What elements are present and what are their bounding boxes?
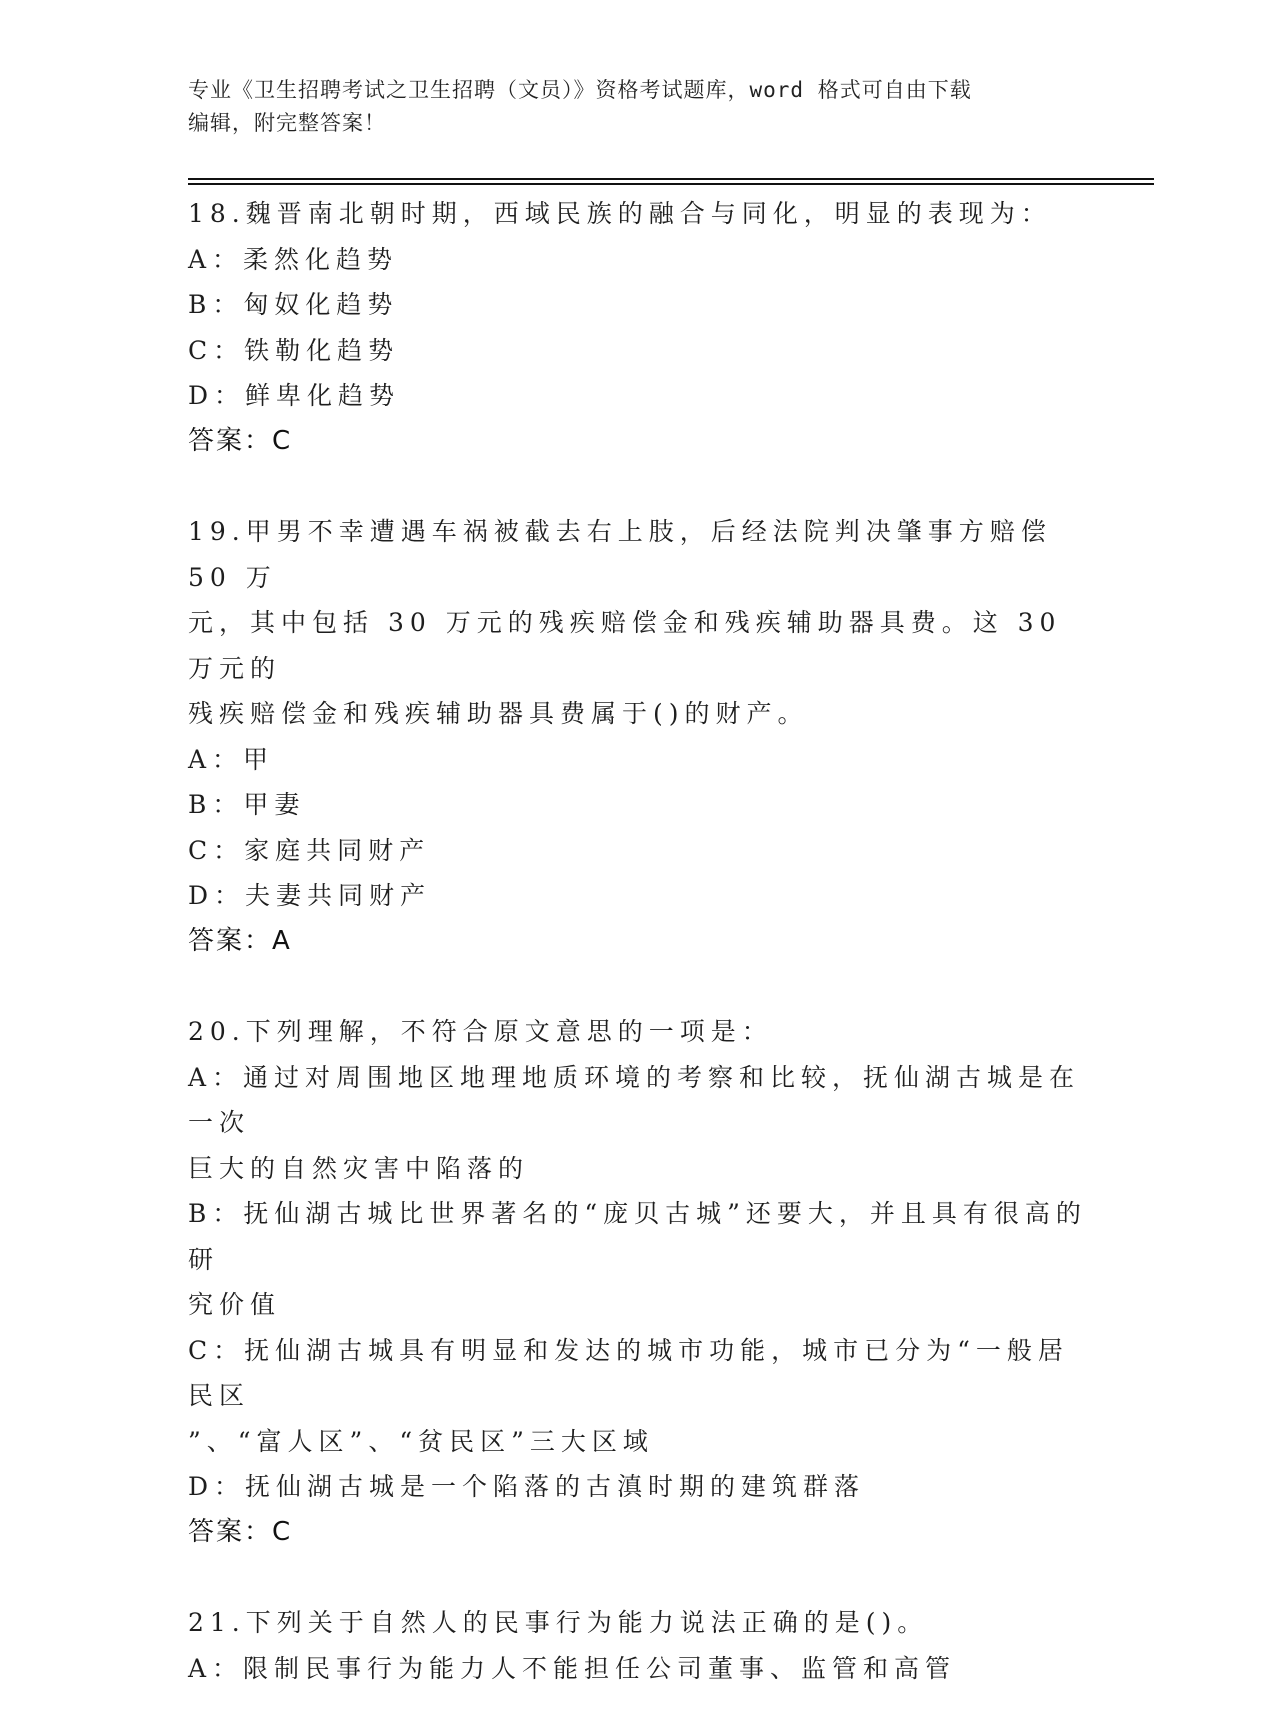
- answer-option: [188, 828, 1088, 874]
- question-stem-line: 元，其中包括 30 万元的残疾赔偿金和残疾辅助器具费。这 30 万元的: [188, 608, 1076, 683]
- answer-option: [188, 737, 1088, 783]
- question-stem-line: 21.下列关于自然人的民事行为能力说法正确的是()。: [188, 1608, 929, 1637]
- answer-option-line: B：抚仙湖古城比世界著名的“庞贝古城”还要大，并且具有很高的研: [188, 1199, 1087, 1274]
- question-stem-line: 残疾赔偿金和残疾辅助器具费属于()的财产。: [188, 699, 809, 728]
- question-stem-line: 20.下列理解，不符合原文意思的一项是：: [188, 1017, 773, 1046]
- answer-option: [188, 1328, 1088, 1465]
- answer-option-line: A：通过对周围地区地理地质环境的考察和比较，抚仙湖古城是在一次: [188, 1062, 1081, 1137]
- answer-option-line: B：甲妻: [188, 790, 306, 819]
- header-divider-bottom: [188, 183, 1154, 185]
- answer-option: [188, 282, 1088, 328]
- question-stem-line: 18.魏晋南北朝时期，西域民族的融合与同化，明显的表现为：: [188, 199, 1052, 228]
- question-block: [188, 191, 1088, 464]
- question-block: [188, 509, 1088, 964]
- question-stem: [188, 1009, 1088, 1055]
- answer-key: 答案：A: [188, 925, 292, 956]
- answer-option-line: C：家庭共同财产: [188, 835, 431, 865]
- answer-option: [188, 1464, 1088, 1510]
- answer-option: [188, 1646, 1088, 1692]
- answer-option-line: 究价值: [188, 1290, 282, 1319]
- answer-option: [188, 782, 1088, 828]
- answer-option-line: A：柔然化趋势: [188, 244, 399, 274]
- answer-option-line: ”、“富人区”、“贫民区”三大区域: [188, 1426, 654, 1456]
- answer-option-line: C：铁勒化趋势: [188, 335, 400, 365]
- answer-option-line: B：匈奴化趋势: [188, 290, 399, 319]
- document-header: 专业《卫生招聘考试之卫生招聘（文员）》资格考试题库，word 格式可自由下载 编辑，附完整答案！: [188, 78, 972, 135]
- answer-option-line: C：抚仙湖古城具有明显和发达的城市功能，城市已分为“一般居民区: [188, 1335, 1069, 1410]
- answer-option-line: D：夫妻共同财产: [188, 881, 432, 910]
- answer-key: 答案：C: [188, 425, 293, 456]
- answer-option-line: D：鲜卑化趋势: [188, 381, 401, 410]
- answer-option: [188, 373, 1088, 419]
- answer-option: [188, 1055, 1088, 1192]
- header-divider-top: [188, 178, 1154, 180]
- question-stem-line: 19.甲男不幸遭遇车祸被截去右上肢，后经法院判决肇事方赔偿 50 万: [188, 517, 1066, 592]
- answer-option-line: A：甲: [188, 744, 275, 774]
- answer-option: [188, 873, 1088, 919]
- answer-key: 答案：C: [188, 1516, 293, 1547]
- question-block: [188, 1600, 1088, 1691]
- answer-option-line: 巨大的自然灾害中陷落的: [188, 1153, 530, 1183]
- question-block: [188, 1009, 1088, 1555]
- answer-option-line: A：限制民事行为能力人不能担任公司董事、监管和高管: [188, 1653, 957, 1683]
- question-stem: [188, 1600, 1088, 1646]
- question-stem: [188, 509, 1088, 737]
- answer-option: [188, 237, 1088, 283]
- question-list: [188, 191, 1088, 1736]
- answer-option: [188, 1191, 1088, 1328]
- question-stem: [188, 191, 1088, 237]
- answer-option: [188, 328, 1088, 374]
- answer-option-line: D：抚仙湖古城是一个陷落的古滇时期的建筑群落: [188, 1472, 866, 1501]
